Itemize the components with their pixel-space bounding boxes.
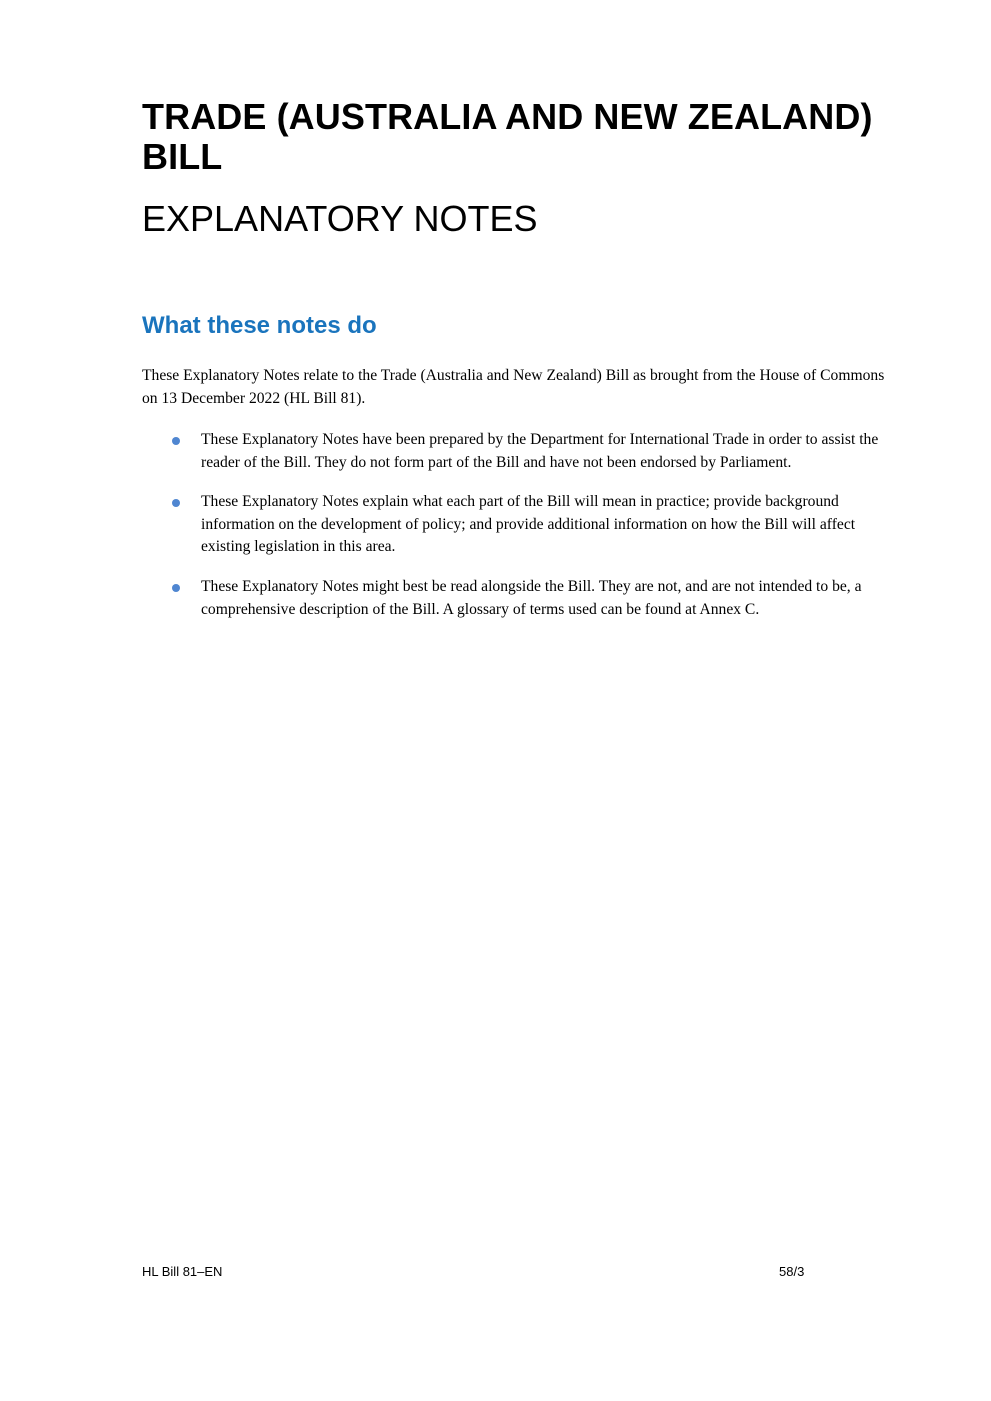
bullet-text: These Explanatory Notes explain what each part of the Bill will mean in practice; provide background information on the development of policy; and provide additional information on how the Bill will affect existing legislation in this area. [201,493,856,556]
section-heading: What these notes do [142,312,377,339]
bullet-list [142,429,902,638]
bullet-dot-icon [172,584,180,592]
document-title: TRADE (AUSTRALIA AND NEW ZEALAND) BILL [142,96,873,177]
intro-paragraph: These Explanatory Notes relate to the Trade (Australia and New Zealand) Bill as brought from the House of Commons on 13 December 2022 (HL Bill 81). [142,367,885,407]
footer-page-code: 58/3 [779,1264,805,1279]
bullet-text: These Explanatory Notes might best be read alongside the Bill. They are not, and are not intended to be, a comprehensive description of the Bill. A glossary of terms used can be found at Annex C. [201,577,862,618]
document-subtitle: EXPLANATORY NOTES [142,198,538,239]
footer-bill-reference: HL Bill 81–EN [142,1264,223,1279]
bullet-text: These Explanatory Notes have been prepared by the Department for International Trade in order to assist the reader of the Bill. They do not form part of the Bill and have not been endorsed by Parliament. [201,431,879,471]
bullet-dot-icon [172,499,180,507]
bullet-item-3 [142,576,902,621]
bullet-dot-icon [172,437,180,445]
bullet-item-2 [142,491,902,559]
bullet-item-1 [142,429,902,474]
